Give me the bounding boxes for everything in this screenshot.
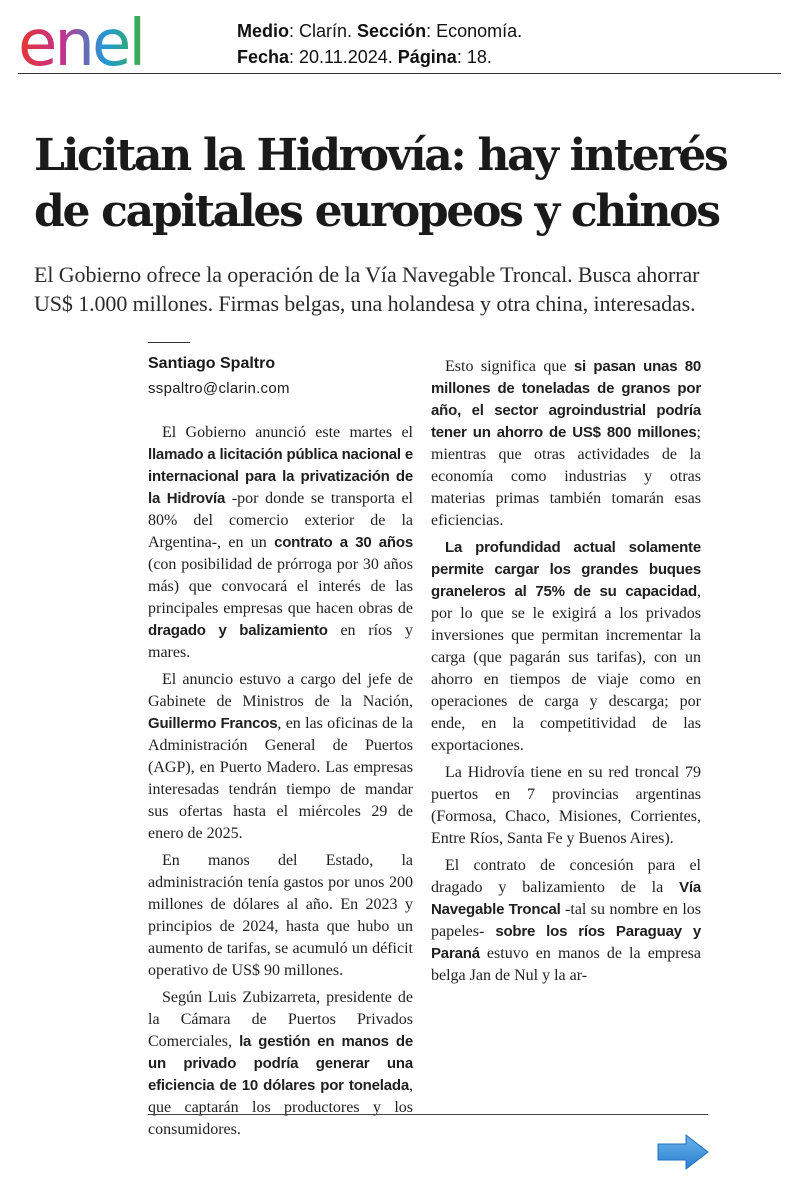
byline-rule — [148, 342, 190, 343]
p6-bold-1: La profundidad actual solamente permite cargar los grandes buques graneleros al 75% de su capacidad — [431, 539, 701, 600]
p8-text-3: estuvo en manos de la empresa belga Jan de Nul y la ar- — [431, 945, 701, 984]
p8-bold-1: Vía Navegable Troncal — [431, 879, 701, 918]
paragraph-1 — [148, 422, 413, 664]
p1-text-2: -por donde se transporta el 80% del comercio exterior de la Argentina-, en un — [148, 490, 413, 551]
article-column-2 — [431, 356, 701, 987]
subheadline — [34, 260, 774, 318]
p4-text-1: Según Luis Zubizarreta, presidente de la Cámara de Puertos Privados Comerciales, — [148, 989, 413, 1050]
p4-text-2: , que captarán los productores y los consumidores. — [148, 1077, 413, 1138]
subhead-line-2: US$ 1.000 millones. Firmas belgas, una holandesa y otra china, interesadas. — [34, 291, 696, 316]
p2-bold-1: Guillermo Francos — [148, 715, 278, 732]
p8-bold-2: sobre los ríos Paraguay y Paraná — [431, 923, 701, 962]
p5-text-1: Esto significa que — [445, 358, 574, 375]
p6-text-1: , por lo que se le exigirá a los privados inversiones que permitan incrementar la carga (que pagarán sus tarifas), con un ahorro en tiempos de viaje como en operaciones de carga y descarga; por ende, en la competitividad de las exportaciones. — [431, 583, 701, 754]
p1-bold-2: contrato a 30 años — [274, 534, 413, 551]
medio-label: Medio — [237, 21, 289, 41]
p4-bold-1: la gestión en manos de un privado podría generar una eficiencia de 10 dólares por tonelada — [148, 1033, 413, 1094]
p1-bold-1: llamado a licitación pública nacional e internacional para la privatización de la Hidrovía — [148, 446, 413, 507]
article-bottom-rule — [148, 1114, 708, 1115]
publication-meta — [237, 18, 522, 70]
pagina-label: Página — [397, 47, 457, 67]
fecha-value: : 20.11.2024. — [289, 47, 398, 67]
p2-text-2: , en las oficinas de la Administración General de Puertos (AGP), en Puerto Madero. Las empresas interesadas tendrán tiempo de mandar sus ofertas hasta el miércoles 29 de enero de 2025. — [148, 715, 413, 842]
paragraph-4 — [148, 987, 413, 1141]
paragraph-7: La Hidrovía tiene en su red troncal 79 puertos en 7 provincias argentinas (Formosa, Chaco, Misiones, Corrientes, Entre Ríos, Santa Fe y Buenos Aires). — [431, 764, 701, 847]
subhead-line-1: El Gobierno ofrece la operación de la Vía Navegable Troncal. Busca ahorrar — [34, 262, 700, 287]
paragraph-5 — [431, 356, 701, 532]
author-name: Santiago Spaltro — [148, 355, 276, 372]
paragraph-8 — [431, 855, 701, 987]
p2-text-1: El anuncio estuvo a cargo del jefe de Gabinete de Ministros de la Nación, — [148, 671, 413, 710]
headline — [34, 128, 794, 240]
article-column-1 — [148, 422, 413, 1141]
p8-text-1: El contrato de concesión para el dragado y balizamiento de la — [431, 857, 701, 896]
p5-bold-1: si pasan unas 80 millones de toneladas de granos por año, el sector agroindustrial podría tener un ahorro de US$ 800 millones — [431, 358, 701, 441]
paragraph-3: En manos del Estado, la administración tenía gastos por unos 200 millones de dólares al año. En 2023 y principios de 2024, hasta que hubo un aumento de tarifas, se acumuló un déficit operativo de US$ 90 millones. — [148, 852, 413, 979]
p1-text-3: (con posibilidad de prórroga por 30 años más) que convocará el interés de las principales empresas que hacen obras de — [148, 556, 413, 617]
headline-line-1: Licitan la Hidrovía: hay interés — [34, 130, 727, 181]
paragraph-6 — [431, 537, 701, 757]
paragraph-2 — [148, 669, 413, 845]
p1-text-1: El Gobierno anunció este martes el — [162, 424, 413, 441]
medio-value: : Clarín. — [289, 21, 358, 41]
seccion-value: : Economía. — [426, 21, 523, 41]
enel-logo — [18, 5, 193, 71]
headline-line-2: de capitales europeos y chinos — [34, 186, 719, 237]
seccion-label: Sección — [357, 21, 427, 41]
p8-text-2: -tal su nombre en los papeles- — [431, 901, 702, 940]
header-divider — [18, 73, 781, 74]
pagina-value: : 18. — [456, 47, 492, 67]
arrow-right-icon[interactable] — [656, 1133, 710, 1171]
logo-text: enel — [18, 7, 144, 71]
p5-text-2: ; mientras que otras actividades de la economía como industrias y otras materias primas también tomarán esas eficiencias. — [431, 424, 701, 529]
author-email: sspaltro@clarin.com — [148, 380, 290, 397]
p1-text-4: en ríos y mares. — [148, 622, 413, 661]
fecha-label: Fecha — [237, 47, 290, 67]
p1-bold-3: dragado y balizamiento — [148, 622, 328, 639]
